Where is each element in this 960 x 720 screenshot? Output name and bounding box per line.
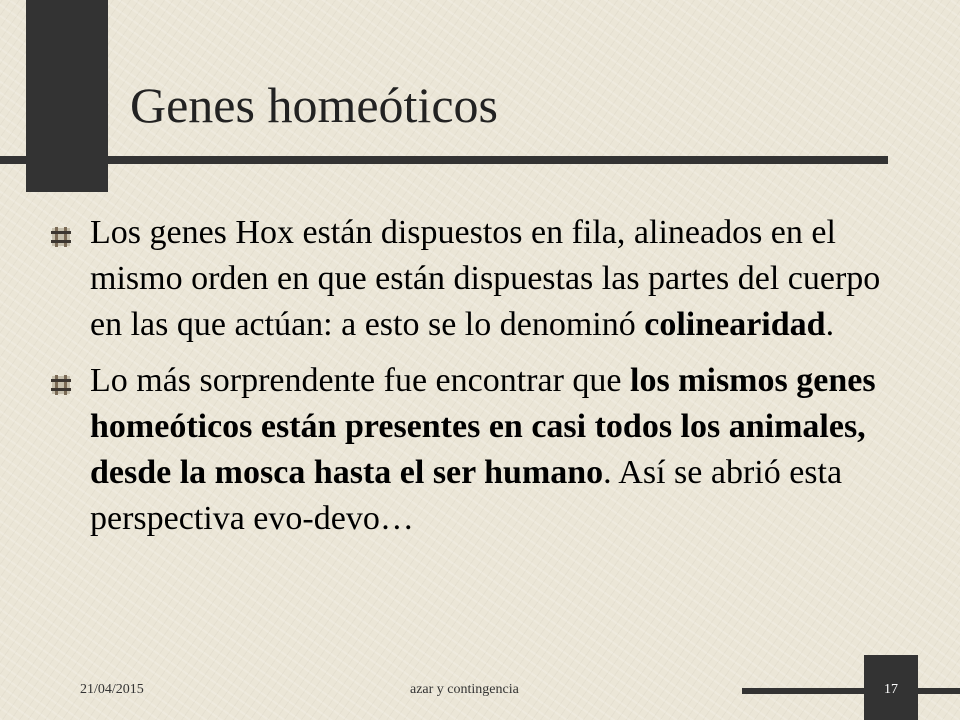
bullet-text	[90, 358, 920, 542]
slide-body	[50, 210, 920, 552]
bullet-item-2	[50, 358, 920, 542]
title-underline-bar	[0, 156, 888, 164]
bullet-text-regular: Los genes Hox están dispuestos en fila, alineados en el mismo orden en que están dispuestas las partes del cuerpo en las que actúan: a esto se lo denominó	[90, 214, 881, 343]
slide-title: Genes homeóticos	[130, 77, 498, 133]
hash-bullet-icon	[50, 374, 72, 396]
footer-date: 21/04/2015	[80, 682, 144, 697]
bullet-text-bold: los mismos genes homeóticos están presentes en casi todos los animales, desde la mosca hasta el ser humano	[90, 362, 876, 491]
bullet-text-regular: Lo más sorprendente fue encontrar que	[90, 362, 630, 399]
bullet-text-regular: . Así se abrió esta perspectiva evo-devo…	[90, 454, 843, 537]
page-number: 17	[864, 655, 918, 720]
footer-bar	[742, 688, 960, 694]
bullet-text-regular: .	[825, 306, 835, 343]
bullet-item-1	[50, 210, 920, 348]
footer-title: azar y contingencia	[410, 682, 519, 697]
bullet-text-bold: colinearidad	[644, 306, 826, 343]
hash-bullet-icon	[50, 226, 72, 248]
bullet-text	[90, 210, 920, 348]
